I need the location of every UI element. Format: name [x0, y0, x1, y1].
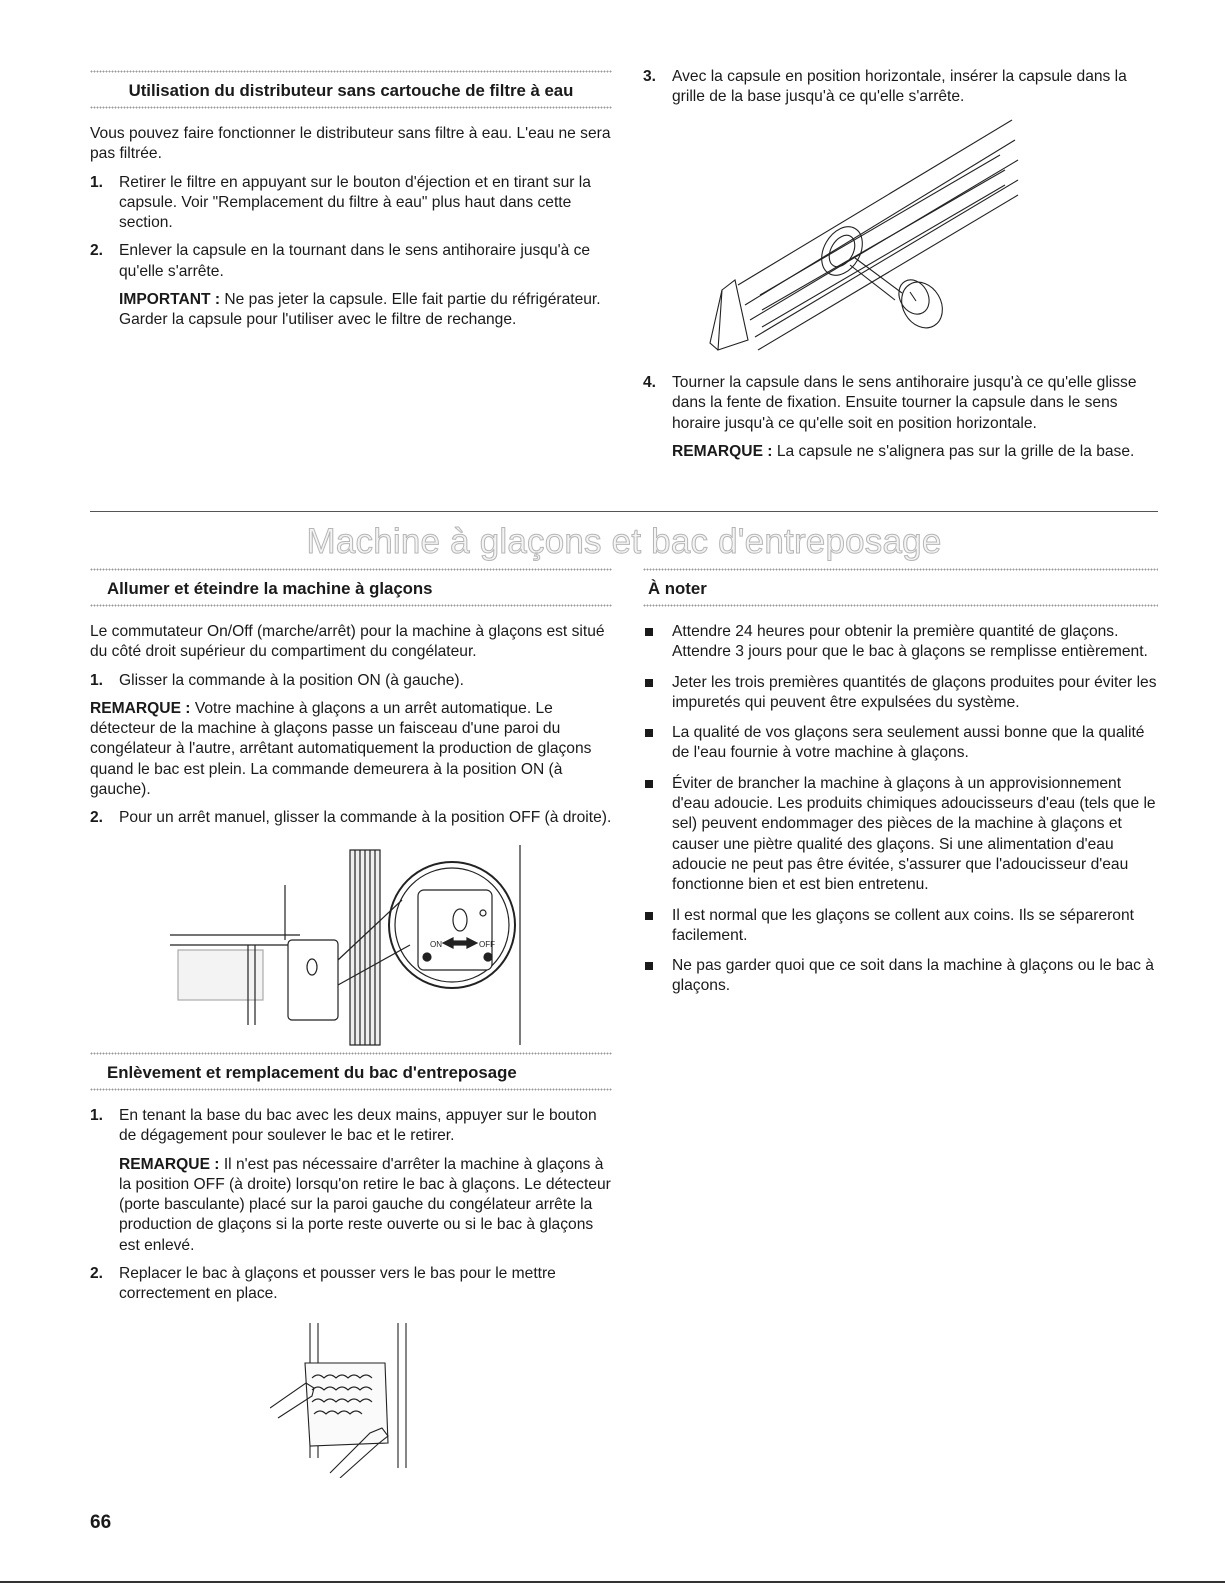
page-number: 66 — [90, 1512, 112, 1533]
important-note — [90, 290, 612, 331]
section-divider — [90, 511, 1158, 512]
bin-remarque — [90, 1155, 612, 1256]
note-item: Il est normal que les glaçons se collent aux coins. Ils se sépareront facilement. — [643, 906, 1158, 947]
note-item: La qualité de vos glaçons sera seulement aussi bonne que la qualité de l'eau fournie à votre machine à glaçons. — [643, 723, 1158, 764]
step-text: En tenant la base du bac avec les deux mains, appuyer sur le bouton de dégagement pour soulever le bac et le retirer. — [119, 1107, 597, 1145]
important-text: Ne pas jeter la capsule. Elle fait partie du réfrigérateur. Garder la capsule pour l'utiliser avec le filtre de rechange. — [119, 291, 601, 329]
filter-step-1 — [90, 173, 612, 234]
step-text: Retirer le filtre en appuyant sur le bouton d'éjection et en tirant sur la capsule. Voir "Remplacement du filtre à eau" plus haut dans cette section. — [119, 173, 591, 232]
step-number: 1. — [90, 671, 104, 689]
filter-intro: Vous pouvez faire fonctionner le distributeur sans filtre à eau. L'eau ne sera pas filtrée. — [90, 125, 611, 163]
filter-step-2 — [90, 241, 612, 282]
icemaker-section — [90, 568, 612, 829]
remarque-label: REMARQUE : — [119, 1155, 220, 1173]
remarque-text: Votre machine à glaçons a un arrêt automatique. Le détecteur de la machine à glaçons passe un faisceau d'une paroi du congélateur à l'autre, arrêtant automatiquement la production de glaçons quand le bac est plein. La commande demeurera à la position ON (à gauche). — [90, 699, 592, 799]
dotted-rule — [90, 1052, 612, 1058]
remarque-text: Il n'est pas nécessaire d'arrêter la machine à glaçons à la position OFF (à droite) lorsqu'on retire le bac à glaçons. Le détecteur (porte basculante) placé sur la paroi gauche du congélateur arrête la production de glaçons si la porte reste ouverte ou si le bac à glaçons est enlevé. — [119, 1155, 611, 1254]
step-number: 4. — [643, 374, 657, 391]
bin-step-1 — [90, 1106, 612, 1147]
step-number: 2. — [90, 1265, 104, 1283]
step-number: 1. — [90, 173, 104, 191]
dotted-rule — [90, 1088, 612, 1094]
filter-step-4-block — [643, 373, 1158, 462]
step-number: 2. — [90, 242, 104, 260]
dotted-rule — [643, 604, 1158, 610]
step-text: Tourner la capsule dans le sens antihoraire jusqu'à ce qu'elle glisse dans la fente de fixation. Ensuite tourner la capsule dans le sens horaire jusqu'à ce qu'elle soit en position horizontale. — [672, 374, 1137, 432]
step-text: Enlever la capsule en la tournant dans le sens antihoraire jusqu'à ce qu'elle s'arrête. — [119, 242, 591, 280]
filter-section-continued — [643, 67, 1158, 108]
icemaker-step-2 — [90, 808, 612, 828]
filter-step-3 — [643, 67, 1158, 108]
bottom-edge-line — [0, 1581, 1225, 1583]
remarque-label: REMARQUE : — [672, 442, 773, 460]
step-text: Avec la capsule en position horizontale, insérer la capsule dans la grille de la base jusqu'à ce qu'elle s'arrête. — [672, 68, 1127, 106]
important-label: IMPORTANT : — [119, 291, 221, 309]
step-text: Pour un arrêt manuel, glisser la commande à la position OFF (à droite). — [119, 809, 612, 827]
icemaker-intro: Le commutateur On/Off (marche/arrêt) pour la machine à glaçons est situé du côté droit supérieur du compartiment du congélateur. — [90, 623, 605, 661]
bin-section — [90, 1052, 612, 1305]
dotted-rule — [90, 106, 612, 112]
step-number: 1. — [90, 1107, 104, 1124]
filter-step-4 — [643, 373, 1158, 434]
note-item: Éviter de brancher la machine à glaçons à un approvisionnement d'eau adoucie. Les produits chimiques adoucisseurs d'eau (tels que le sel) peuvent endommager des pièces de la machine à glaçons et causer une piètre qualité des glaçons. Si une alimentation d'eau adoucie ne peut pas être évitée, s'assurer que l'adoucisseur d'eau fonctionne bien et est bien entretenu. — [643, 774, 1158, 896]
step-text: Glisser la commande à la position ON (à gauche). — [119, 671, 464, 689]
filter-section — [90, 70, 612, 331]
icemaker-step-1 — [90, 671, 612, 691]
filter-section-heading: Utilisation du distributeur sans cartouche de filtre à eau — [128, 81, 574, 100]
main-title: Machine à glaçons et bac d'entreposage — [306, 522, 942, 561]
remarque-text: La capsule ne s'alignera pas sur la grille de la base. — [772, 442, 1135, 460]
bin-heading: Enlèvement et remplacement du bac d'entreposage — [107, 1063, 517, 1082]
note-item: Ne pas garder quoi que ce soit dans la machine à glaçons ou le bac à glaçons. — [643, 956, 1158, 997]
icemaker-remarque — [90, 699, 612, 800]
dotted-rule — [643, 568, 1158, 574]
step-number: 2. — [90, 809, 104, 827]
dotted-rule — [90, 568, 612, 574]
bin-step-2 — [90, 1264, 612, 1305]
capsule-grille-illustration — [700, 115, 1030, 360]
dotted-rule — [90, 604, 612, 610]
step-text: Replacer le bac à glaçons et pousser vers le bas pour le mettre correctement en place. — [119, 1265, 556, 1303]
dotted-rule — [90, 70, 612, 76]
switch-off-label: OFF — [479, 940, 495, 949]
note-item: Attendre 24 heures pour obtenir la première quantité de glaçons. Attendre 3 jours pour que le bac à glaçons se remplisse entièrement. — [643, 622, 1158, 663]
ice-bin-illustration — [270, 1318, 430, 1478]
notes-section — [643, 568, 1158, 997]
remarque-label: REMARQUE : — [90, 699, 191, 717]
icemaker-switch-illustration — [170, 845, 530, 1050]
step-number: 3. — [643, 68, 657, 85]
capsule-remarque — [643, 442, 1158, 462]
switch-on-label: ON — [430, 940, 442, 949]
icemaker-heading: Allumer et éteindre la machine à glaçons — [107, 579, 433, 598]
note-item: Jeter les trois premières quantités de glaçons produites pour éviter les impuretés qui peuvent être expulsées du système. — [643, 673, 1158, 714]
notes-heading: À noter — [648, 579, 707, 598]
